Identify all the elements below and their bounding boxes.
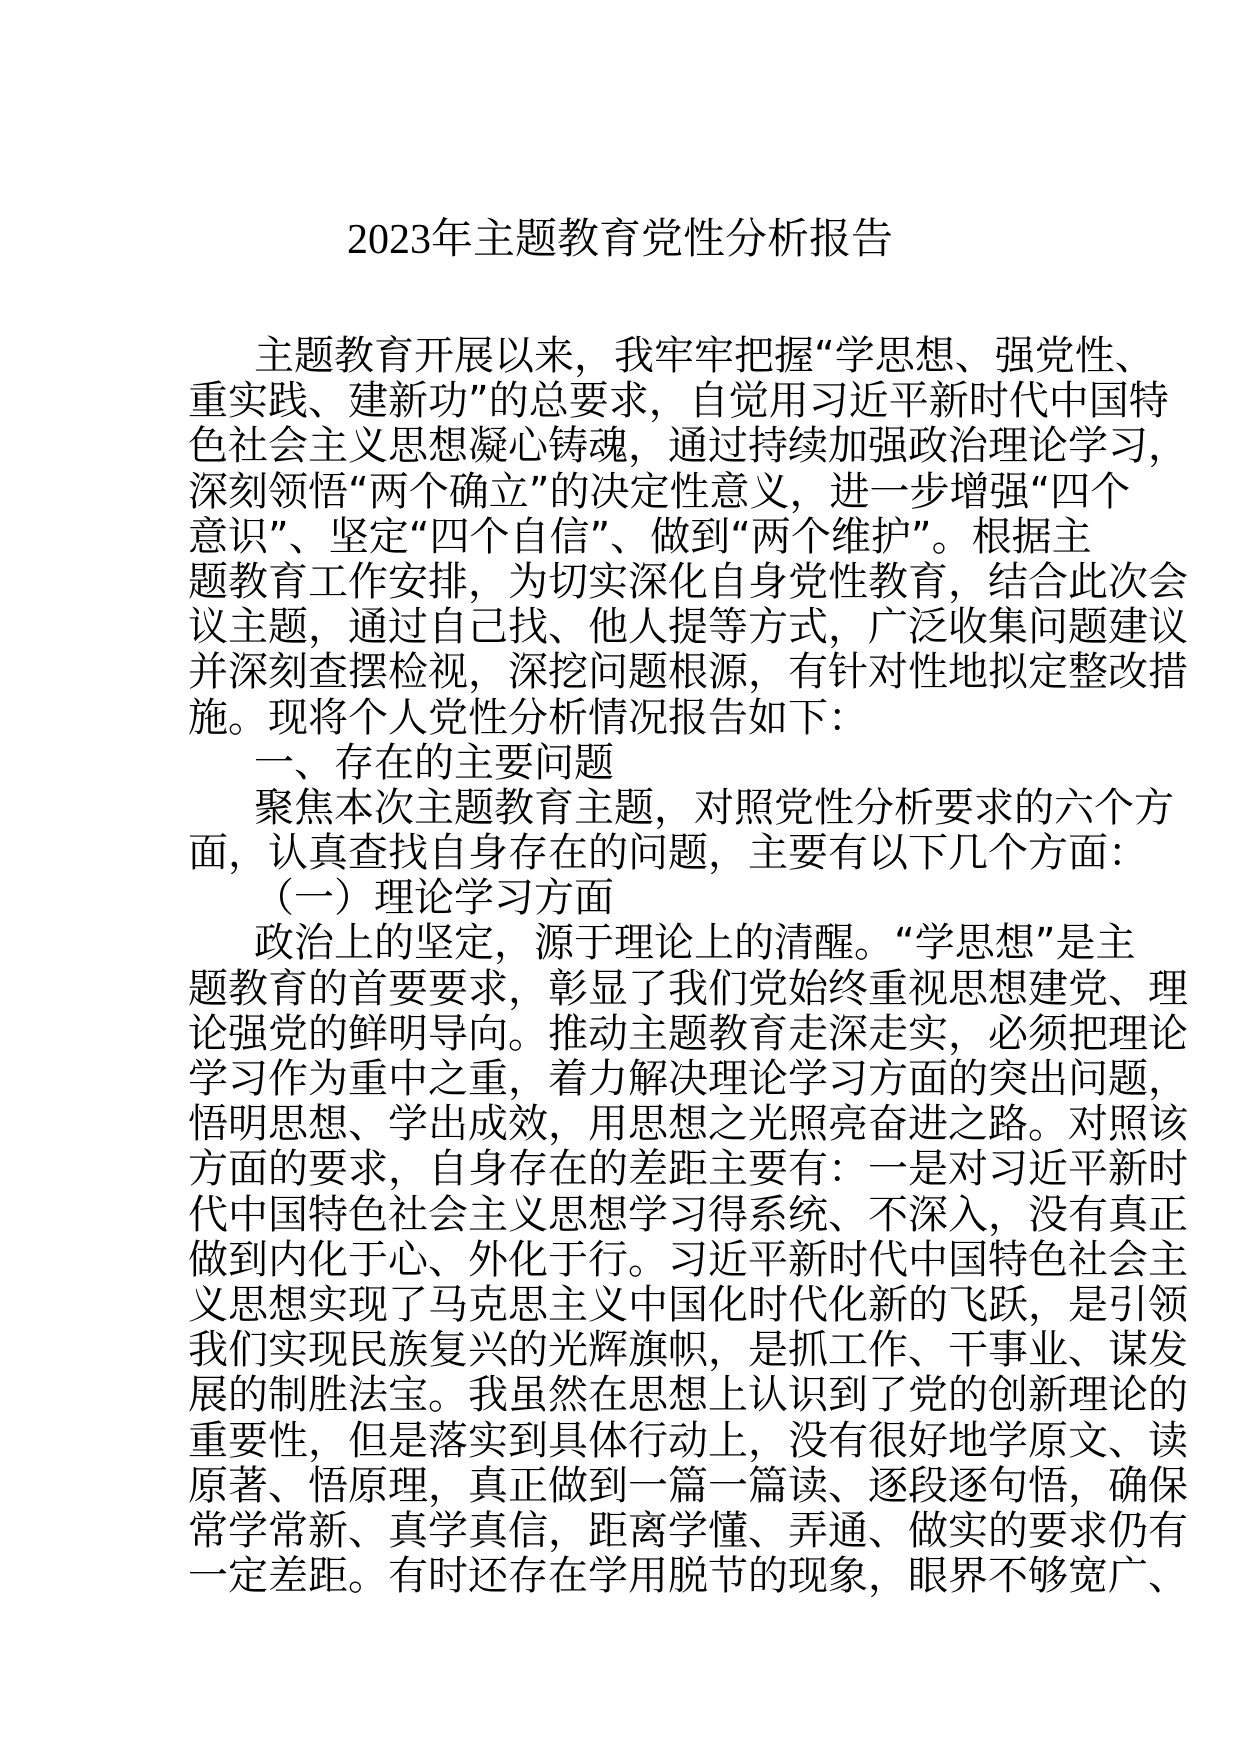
text-line: 做到内化于心、外化于行。习近平新时代中国特色社会主 bbox=[188, 1236, 1188, 1283]
text-line: 一定差距。有时还存在学用脱节的现象，眼界不够宽广、 bbox=[188, 1553, 1188, 1600]
text-line: 施。现将个人党性分析情况报告如下： bbox=[188, 694, 868, 741]
text-line: 悟明思想、学出成效，用思想之光照亮奋进之路。对照该 bbox=[188, 1101, 1188, 1148]
text-line: 代中国特色社会主义思想学习得系统、不深入，没有真正 bbox=[188, 1191, 1188, 1238]
text-line: 原著、悟原理，真正做到一篇一篇读、逐段逐句悟，确保 bbox=[188, 1462, 1188, 1509]
text-line: 政治上的坚定，源于理论上的清醒。“学思想”是主 bbox=[254, 920, 1136, 967]
text-line: 论强党的鲜明导向。推动主题教育走深走实，必须把理论 bbox=[188, 1010, 1188, 1057]
document-body bbox=[188, 333, 1188, 1600]
text-line: 并深刻查摆检视，深挖问题根源，有针对性地拟定整改措 bbox=[188, 649, 1188, 696]
text-line: 义思想实现了马克思主义中国化时代化新的飞跃，是引领 bbox=[188, 1281, 1188, 1328]
subsection-heading: （一）理论学习方面 bbox=[254, 875, 614, 922]
text-line: 常学常新、真学真信，距离学懂、弄通、做实的要求仍有 bbox=[188, 1507, 1188, 1554]
section-heading: 一、存在的主要问题 bbox=[254, 739, 614, 786]
text-line: 题教育工作安排，为切实深化自身党性教育，结合此次会 bbox=[188, 558, 1188, 605]
text-line: 方面的要求，自身存在的差距主要有：一是对习近平新时 bbox=[188, 1146, 1188, 1193]
text-line: 题教育的首要要求，彰显了我们党始终重视思想建党、理 bbox=[188, 965, 1188, 1012]
text-line: 面，认真查找自身存在的问题，主要有以下几个方面： bbox=[188, 830, 1148, 877]
text-line: 展的制胜法宝。我虽然在思想上认识到了党的创新理论的 bbox=[188, 1372, 1188, 1419]
text-line: 学习作为重中之重，着力解决理论学习方面的突出问题， bbox=[188, 1056, 1188, 1102]
text-line: 主题教育开展以来，我牢牢把握“学思想、强党性、 bbox=[254, 333, 1155, 379]
text-line: 重要性，但是落实到具体行动上，没有很好地学原文、读 bbox=[188, 1417, 1188, 1464]
text-line: 议主题，通过自己找、他人提等方式，广泛收集问题建议 bbox=[188, 604, 1188, 651]
text-line: 色社会主义思想凝心铸魂，通过持续加强政治理论学习， bbox=[188, 423, 1188, 470]
text-line: 重实践、建新功”的总要求，自觉用习近平新时代中国特 bbox=[188, 378, 1169, 425]
document-title: 2023年主题教育党性分析报告 bbox=[346, 217, 893, 263]
text-line: 聚焦本次主题教育主题，对照党性分析要求的六个方 bbox=[254, 784, 1174, 831]
text-line: 我们实现民族复兴的光辉旗帜，是抓工作、干事业、谋发 bbox=[188, 1327, 1188, 1374]
text-line: 意识”、坚定“四个自信”、做到“两个维护”。根据主 bbox=[188, 513, 1092, 560]
text-line: 深刻领悟“两个确立”的决定性意义，进一步增强“四个 bbox=[188, 468, 1131, 515]
